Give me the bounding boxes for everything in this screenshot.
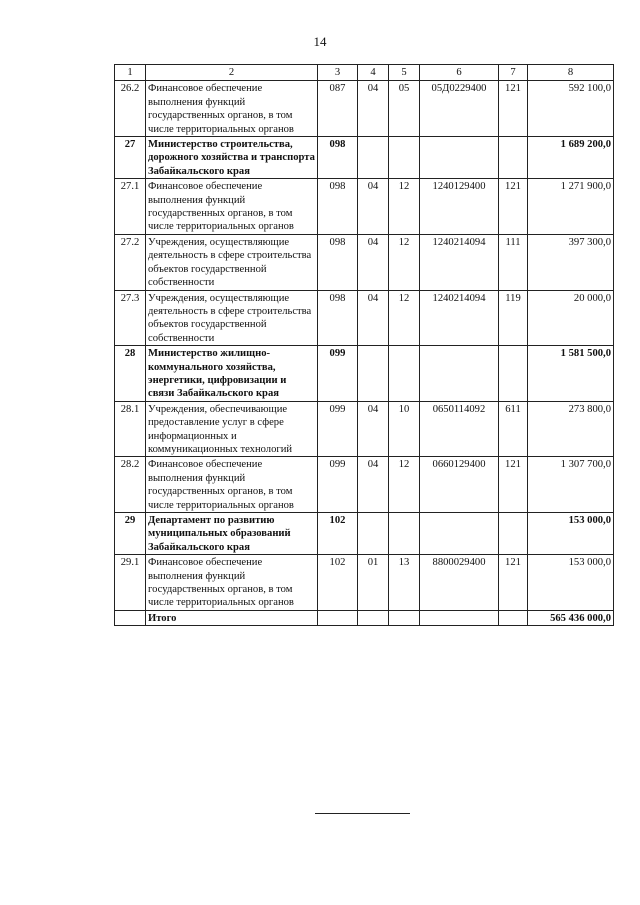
amount-cell: 1 689 200,0 [528,137,614,179]
ministry-code-cell: 102 [318,555,358,611]
ministry-code-cell: 098 [318,234,358,290]
row-number-cell: 28.1 [115,401,146,457]
row-number-cell: 29 [115,513,146,555]
target-article-cell: 1240214094 [420,234,499,290]
target-article-cell: 0650114092 [420,401,499,457]
amount-cell: 1 307 700,0 [528,457,614,513]
section-row [115,513,614,555]
table-body [115,65,614,626]
row-name-cell: Финансовое обеспечение выполнения функций государственных органов, в том числе территориальных органов [146,555,318,611]
row-number-cell: 27 [115,137,146,179]
subsection-code-cell: 12 [389,457,420,513]
amount-cell: 1 581 500,0 [528,346,614,402]
row-name-cell: Учреждения, обеспечивающие предоставление услуг в сфере информационных и коммуникационных технологий [146,401,318,457]
budget-table [114,64,614,626]
row-name-cell: Финансовое обеспечение выполнения функций государственных органов, в том числе территориальных органов [146,179,318,235]
total-empty-cell [318,610,358,625]
total-value: 565 436 000,0 [528,610,614,625]
total-empty-cell [420,610,499,625]
total-empty-cell [499,610,528,625]
subsection-code-cell [389,346,420,402]
amount-cell: 273 800,0 [528,401,614,457]
ministry-code-cell: 099 [318,457,358,513]
header-cell: 1 [115,65,146,81]
expense-type-cell [499,346,528,402]
table-row [115,290,614,346]
section-code-cell: 04 [358,179,389,235]
row-number-cell: 28.2 [115,457,146,513]
row-number-cell: 28 [115,346,146,402]
expense-type-cell: 121 [499,81,528,137]
target-article-cell: 1240214094 [420,290,499,346]
ministry-code-cell: 099 [318,401,358,457]
row-number-cell: 27.1 [115,179,146,235]
table-row [115,555,614,611]
section-code-cell: 01 [358,555,389,611]
ministry-code-cell: 087 [318,81,358,137]
ministry-code-cell: 099 [318,346,358,402]
amount-cell: 153 000,0 [528,555,614,611]
header-row [115,65,614,81]
row-name-cell: Учреждения, осуществляющие деятельность в сфере строительства объектов государственной собственности [146,290,318,346]
row-name-cell: Финансовое обеспечение выполнения функций государственных органов, в том числе территориальных органов [146,457,318,513]
total-empty-cell [389,610,420,625]
section-code-cell: 04 [358,81,389,137]
header-cell: 8 [528,65,614,81]
table-row [115,401,614,457]
section-code-cell [358,346,389,402]
subsection-code-cell [389,137,420,179]
amount-cell: 20 000,0 [528,290,614,346]
target-article-cell: 05Д0229400 [420,81,499,137]
target-article-cell: 1240129400 [420,179,499,235]
target-article-cell [420,346,499,402]
expense-type-cell: 611 [499,401,528,457]
amount-cell: 592 100,0 [528,81,614,137]
row-name-cell: Учреждения, осуществляющие деятельность в сфере строительства объектов государственной собственности [146,234,318,290]
section-code-cell: 04 [358,290,389,346]
target-article-cell: 8800029400 [420,555,499,611]
section-row [115,346,614,402]
ministry-code-cell: 098 [318,179,358,235]
subsection-code-cell: 05 [389,81,420,137]
subsection-code-cell: 13 [389,555,420,611]
section-code-cell: 04 [358,401,389,457]
header-cell: 2 [146,65,318,81]
expense-type-cell: 121 [499,457,528,513]
header-cell: 7 [499,65,528,81]
expense-type-cell: 121 [499,555,528,611]
expense-type-cell: 121 [499,179,528,235]
header-cell: 4 [358,65,389,81]
subsection-code-cell: 10 [389,401,420,457]
header-cell: 5 [389,65,420,81]
header-cell: 3 [318,65,358,81]
amount-cell: 397 300,0 [528,234,614,290]
row-name-cell: Финансовое обеспечение выполнения функций государственных органов, в том числе территориальных органов [146,81,318,137]
table-row [115,234,614,290]
table-row [115,81,614,137]
row-name-cell: Министерство жилищно-коммунального хозяйства, энергетики, цифровизации и связи Забайкальского края [146,346,318,402]
table-row [115,179,614,235]
page-number: 14 [313,34,327,49]
subsection-code-cell [389,513,420,555]
section-code-cell: 04 [358,457,389,513]
target-article-cell [420,137,499,179]
expense-type-cell [499,137,528,179]
amount-cell: 1 271 900,0 [528,179,614,235]
total-empty-cell [358,610,389,625]
total-empty-cell [115,610,146,625]
ministry-code-cell: 098 [318,290,358,346]
subsection-code-cell: 12 [389,179,420,235]
target-article-cell: 0660129400 [420,457,499,513]
row-number-cell: 27.3 [115,290,146,346]
ministry-code-cell: 098 [318,137,358,179]
expense-type-cell: 111 [499,234,528,290]
total-row [115,610,614,625]
ministry-code-cell: 102 [318,513,358,555]
row-number-cell: 26.2 [115,81,146,137]
row-number-cell: 29.1 [115,555,146,611]
section-code-cell [358,137,389,179]
expense-type-cell: 119 [499,290,528,346]
subsection-code-cell: 12 [389,234,420,290]
section-code-cell [358,513,389,555]
table-row [115,457,614,513]
section-row [115,137,614,179]
expense-type-cell [499,513,528,555]
header-cell: 6 [420,65,499,81]
subsection-code-cell: 12 [389,290,420,346]
row-name-cell: Департамент по развитию муниципальных образований Забайкальского края [146,513,318,555]
row-name-cell: Министерство строительства, дорожного хозяйства и транспорта Забайкальского края [146,137,318,179]
amount-cell: 153 000,0 [528,513,614,555]
total-label: Итого [146,610,318,625]
target-article-cell [420,513,499,555]
section-code-cell: 04 [358,234,389,290]
end-separator-line [315,813,410,814]
row-number-cell: 27.2 [115,234,146,290]
